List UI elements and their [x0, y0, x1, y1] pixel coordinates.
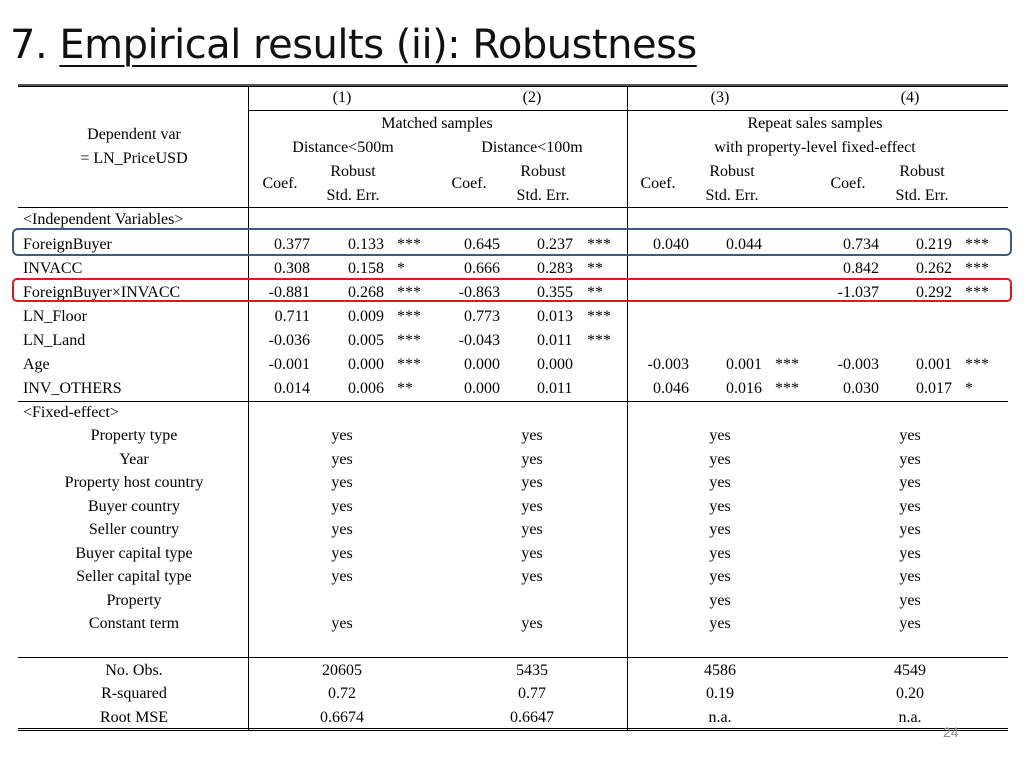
significance-stars: * [397, 260, 405, 277]
statistic-value: 5435 [516, 662, 548, 679]
robust-header-4: Robust [899, 163, 945, 180]
significance-stars: *** [587, 236, 611, 253]
fixed-effect-value: yes [709, 592, 731, 609]
regression-table [18, 86, 1008, 732]
table-top-rule [18, 86, 1008, 87]
coef-value: 0.000 [464, 356, 500, 373]
std-err-value: 0.268 [348, 284, 384, 301]
fixed-effect-value: yes [521, 474, 543, 491]
significance-stars: ** [587, 260, 603, 277]
coef-value: -0.043 [458, 332, 500, 349]
std-err-value: 0.017 [916, 380, 952, 397]
title-number: 7. [10, 22, 48, 68]
fixed-effect-name: Constant term [88, 615, 180, 632]
robust-header-1: Robust [330, 163, 376, 180]
statistic-value: 4549 [894, 662, 926, 679]
statistic-name: R-squared [101, 685, 167, 702]
coef-value: 0.040 [653, 236, 689, 253]
significance-stars: *** [397, 308, 421, 325]
col-number-1: (1) [332, 89, 352, 106]
significance-stars: *** [397, 356, 421, 373]
std-err-value: 0.013 [537, 308, 573, 325]
significance-stars: *** [587, 308, 611, 325]
fixed-effect-value: yes [709, 521, 731, 538]
std-err-header-2: Std. Err. [516, 187, 570, 204]
repeat-sales-header: Repeat sales samples [747, 115, 883, 132]
fixed-effect-value: yes [899, 427, 921, 444]
matched-samples-header: Matched samples [381, 115, 493, 132]
property-fixed-effect-header: with property-level fixed-effect [714, 139, 916, 156]
std-err-value: 0.158 [348, 260, 384, 277]
fixed-effect-value: yes [899, 521, 921, 538]
fixed-effect-value: yes [331, 521, 353, 538]
fixed-effect-value: yes [331, 545, 353, 562]
page-number: 24 [943, 724, 959, 740]
independent-variables-heading: <Independent Variables> [23, 211, 184, 228]
fixed-effect-name: Seller capital type [76, 568, 192, 585]
coef-value: -0.001 [268, 356, 310, 373]
table-bottom-rule [18, 728, 1008, 731]
statistic-value: 0.6674 [320, 709, 364, 726]
fixed-effect-value: yes [899, 474, 921, 491]
title-text: Empirical results (ii): Robustness [59, 22, 697, 68]
significance-stars: *** [587, 332, 611, 349]
std-err-header-1: Std. Err. [326, 187, 380, 204]
std-err-value: 0.219 [916, 236, 952, 253]
fixed-effect-value: yes [521, 521, 543, 538]
std-err-value: 0.000 [348, 356, 384, 373]
fixed-effect-name: Buyer capital type [75, 545, 193, 562]
significance-stars: *** [965, 236, 989, 253]
fixed-effect-value: yes [331, 568, 353, 585]
significance-stars: *** [775, 356, 799, 373]
coef-value: 0.711 [274, 308, 310, 325]
coef-value: 0.046 [653, 380, 689, 397]
coef-value: -0.036 [268, 332, 310, 349]
fixed-effect-name: Buyer country [88, 498, 180, 515]
fixed-effect-value: yes [709, 498, 731, 515]
fixed-effects-bottom-rule [18, 657, 1008, 658]
statistic-value: 0.72 [328, 685, 356, 702]
significance-stars: *** [965, 284, 989, 301]
coef-value: -0.003 [647, 356, 689, 373]
fixed-effect-value: yes [709, 474, 731, 491]
fixed-effect-name: Seller country [88, 521, 180, 538]
fixed-effect-value: yes [521, 427, 543, 444]
std-err-value: 0.006 [348, 380, 384, 397]
variable-name: INV_OTHERS [23, 380, 122, 397]
variable-name: Age [23, 356, 50, 373]
coef-value: -0.003 [837, 356, 879, 373]
col-number-2: (2) [522, 89, 542, 106]
statistic-name: Root MSE [99, 709, 169, 726]
std-err-value: 0.044 [726, 236, 762, 253]
fixed-effect-value: yes [899, 568, 921, 585]
std-err-value: 0.016 [726, 380, 762, 397]
distance-100-header: Distance<100m [481, 139, 583, 156]
fixed-effect-name: Year [119, 451, 149, 468]
statistic-value: 0.20 [896, 685, 924, 702]
distance-500-header: Distance<500m [292, 139, 394, 156]
fixed-effect-value: yes [709, 451, 731, 468]
coef-header-4: Coef. [830, 175, 866, 192]
significance-stars: *** [397, 236, 421, 253]
std-err-header-3: Std. Err. [705, 187, 759, 204]
coef-value: 0.734 [843, 236, 879, 253]
coef-value: 0.308 [274, 260, 310, 277]
interaction-highlight-box [12, 278, 1012, 302]
std-err-value: 0.237 [537, 236, 573, 253]
label-column-divider [248, 86, 249, 731]
fixed-effect-value: yes [899, 545, 921, 562]
fixed-effect-value: yes [899, 451, 921, 468]
statistic-value: 0.6647 [510, 709, 554, 726]
fixed-effect-value: yes [709, 615, 731, 632]
fixed-effect-value: yes [899, 615, 921, 632]
group-divider [627, 86, 628, 731]
fixed-effect-value: yes [521, 615, 543, 632]
fixed-effect-heading: <Fixed-effect> [23, 404, 119, 421]
significance-stars: *** [775, 380, 799, 397]
variables-bottom-rule [18, 401, 1008, 402]
fixed-effect-value: yes [521, 451, 543, 468]
col-number-4: (4) [900, 89, 920, 106]
coef-value: 0.000 [464, 380, 500, 397]
coef-header-1: Coef. [262, 175, 298, 192]
std-err-header-4: Std. Err. [895, 187, 949, 204]
coef-value: -1.037 [837, 284, 879, 301]
fixed-effect-value: yes [331, 498, 353, 515]
variable-name: LN_Floor [23, 308, 87, 325]
statistic-name: No. Obs. [105, 662, 163, 679]
header-bottom-rule [18, 207, 1008, 208]
std-err-value: 0.011 [537, 332, 573, 349]
fixed-effect-value: yes [331, 451, 353, 468]
col-number-rule [248, 110, 1008, 111]
coef-value: 0.014 [274, 380, 310, 397]
significance-stars: * [965, 380, 973, 397]
coef-value: -0.863 [458, 284, 500, 301]
fixed-effect-value: yes [331, 615, 353, 632]
robust-header-2: Robust [520, 163, 566, 180]
coef-header-3: Coef. [640, 175, 676, 192]
significance-stars: ** [397, 380, 413, 397]
fixed-effect-value: yes [709, 568, 731, 585]
coef-value: 0.666 [464, 260, 500, 277]
std-err-value: 0.133 [348, 236, 384, 253]
fixed-effect-value: yes [331, 474, 353, 491]
std-err-value: 0.262 [916, 260, 952, 277]
statistic-value: 20605 [322, 662, 362, 679]
fixed-effect-value: yes [521, 498, 543, 515]
coef-value: 0.842 [843, 260, 879, 277]
statistic-value: n.a. [708, 709, 732, 726]
foreignbuyer-highlight-box [12, 228, 1012, 256]
std-err-value: 0.011 [537, 380, 573, 397]
std-err-value: 0.283 [537, 260, 573, 277]
std-err-value: 0.355 [537, 284, 573, 301]
statistic-value: 0.19 [706, 685, 734, 702]
std-err-value: 0.000 [537, 356, 573, 373]
fixed-effect-name: Property type [90, 427, 178, 444]
significance-stars: *** [965, 260, 989, 277]
significance-stars: *** [397, 332, 421, 349]
statistic-value: n.a. [898, 709, 922, 726]
dependent-var-name: = LN_PriceUSD [80, 150, 188, 167]
variable-name: ForeignBuyer×INVACC [23, 284, 181, 301]
std-err-value: 0.292 [916, 284, 952, 301]
fixed-effect-value: yes [521, 568, 543, 585]
std-err-value: 0.009 [348, 308, 384, 325]
fixed-effect-value: yes [331, 427, 353, 444]
coef-value: 0.645 [464, 236, 500, 253]
variable-name: INVACC [23, 260, 83, 277]
fixed-effect-value: yes [899, 592, 921, 609]
significance-stars: ** [587, 284, 603, 301]
coef-value: 0.030 [843, 380, 879, 397]
std-err-value: 0.001 [726, 356, 762, 373]
fixed-effect-name: Property host country [64, 474, 204, 491]
variable-name: LN_Land [23, 332, 86, 349]
coef-value: -0.881 [268, 284, 310, 301]
col-number-3: (3) [710, 89, 730, 106]
std-err-value: 0.001 [916, 356, 952, 373]
coef-header-2: Coef. [451, 175, 487, 192]
std-err-value: 0.005 [348, 332, 384, 349]
statistic-value: 0.77 [518, 685, 546, 702]
coef-value: 0.377 [274, 236, 310, 253]
fixed-effect-value: yes [521, 545, 543, 562]
fixed-effect-value: yes [709, 545, 731, 562]
robust-header-3: Robust [709, 163, 755, 180]
slide-title [10, 22, 697, 68]
fixed-effect-name: Property [106, 592, 162, 609]
coef-value: 0.773 [464, 308, 500, 325]
variable-name: ForeignBuyer [23, 236, 112, 253]
significance-stars: *** [397, 284, 421, 301]
fixed-effect-value: yes [899, 498, 921, 515]
fixed-effect-value: yes [709, 427, 731, 444]
significance-stars: *** [965, 356, 989, 373]
statistic-value: 4586 [704, 662, 736, 679]
dependent-var-label: Dependent var [87, 126, 181, 143]
